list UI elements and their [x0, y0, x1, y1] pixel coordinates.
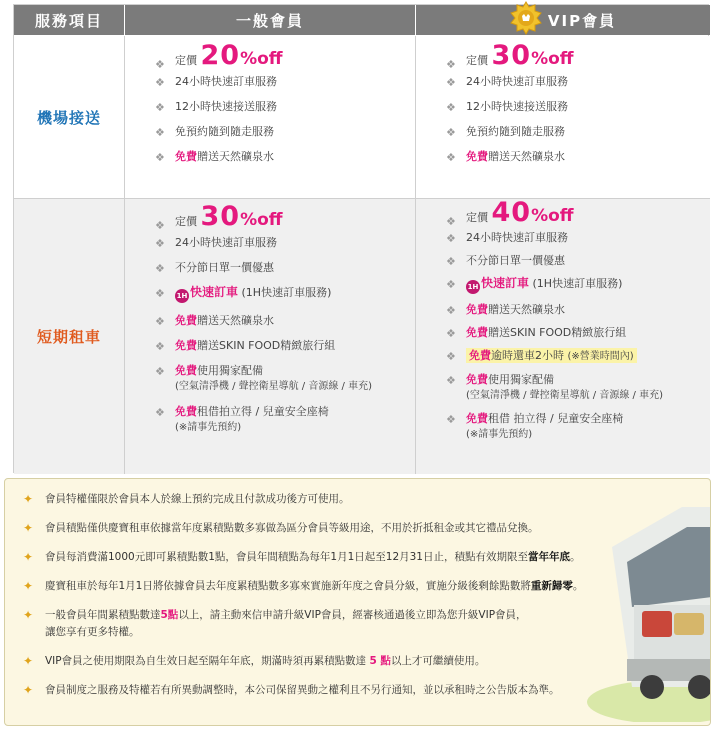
note-item: [21, 491, 701, 508]
diamond-bullet-icon: ❖: [446, 76, 456, 89]
note-text: VIP會員之使用期限為自生效日起至隔年年底，期滿時須再累積點數達: [45, 655, 367, 667]
diamond-bullet-icon: ❖: [155, 101, 165, 114]
note-text: 以上，請主動來信申請升級VIP會員，經審核通過後立即為您升級VIP會員，: [178, 609, 527, 621]
fast-booking-label: 快速訂車: [190, 285, 239, 299]
discount-suffix: %off: [531, 206, 574, 226]
item-text: 12小時快速接送服務: [175, 100, 277, 113]
diamond-bullet-icon: ❖: [155, 365, 165, 378]
rental-vip-cell: [416, 199, 710, 474]
price-prefix: 定價: [175, 215, 197, 228]
diamond-bullet-icon: ❖: [155, 219, 165, 232]
list-item: [147, 338, 372, 353]
note-text: 讓您享有更多特權。: [45, 626, 140, 638]
list-item: [147, 235, 372, 250]
list-item: [438, 372, 663, 403]
star-bullet-icon: ✦: [23, 579, 34, 593]
free-label: 免費: [175, 339, 197, 352]
discount-value: 20: [200, 40, 241, 71]
discount-value: 30: [200, 201, 241, 232]
item-text: 24小時快速訂車服務: [175, 236, 277, 249]
header-service-label: 服務項目: [34, 11, 103, 30]
free-label: 免費: [175, 405, 197, 418]
header-vip-label: VIP會員: [547, 11, 617, 30]
list-item: [438, 99, 574, 114]
list-item: [147, 99, 283, 114]
diamond-bullet-icon: ❖: [446, 278, 456, 291]
list-item: [438, 199, 663, 228]
discount-suffix: %off: [240, 210, 283, 230]
list-item: [438, 348, 663, 364]
fast-booking-icon: 1H: [175, 289, 189, 303]
diamond-bullet-icon: ❖: [155, 76, 165, 89]
list-item: [438, 276, 663, 294]
star-bullet-icon: ✦: [23, 654, 34, 668]
diamond-bullet-icon: ❖: [155, 287, 165, 300]
airport-vip-cell: [416, 36, 710, 198]
free-label: 免費: [175, 150, 197, 163]
note-item: [21, 682, 701, 699]
list-item: [438, 74, 574, 89]
list-item: [147, 201, 372, 232]
diamond-bullet-icon: ❖: [446, 350, 456, 363]
diamond-bullet-icon: ❖: [155, 126, 165, 139]
item-text: 贈送天然礦泉水: [197, 314, 274, 327]
free-label: 免費: [466, 412, 488, 425]
list-item: [438, 149, 574, 164]
list-item: [438, 124, 574, 139]
free-label: 免費: [466, 303, 488, 316]
item-text: (1H快速訂車服務): [532, 277, 623, 290]
free-label: 免費: [466, 326, 488, 339]
item-subtext: (空氣清淨機 / 聲控衛星導航 / 音源線 / 車充): [466, 390, 663, 401]
diamond-bullet-icon: ❖: [155, 237, 165, 250]
fast-booking-label: 快速訂車: [481, 276, 530, 290]
list-item: [147, 313, 372, 328]
row-label-rental: 短期租車: [14, 199, 124, 474]
item-text: 不分節日單一價優惠: [175, 261, 274, 274]
list-item: [147, 260, 372, 275]
membership-notes: [4, 478, 711, 726]
diamond-bullet-icon: ❖: [446, 151, 456, 164]
note-text: 會員特權僅限於會員本人於線上預約完成且付款成功後方可使用。: [45, 493, 350, 505]
list-item: [147, 285, 372, 303]
star-bullet-icon: ✦: [23, 521, 34, 535]
diamond-bullet-icon: ❖: [155, 340, 165, 353]
item-text: 逾時還車2小時: [491, 349, 564, 362]
list-item: [438, 325, 663, 340]
star-bullet-icon: ✦: [23, 608, 34, 622]
item-text: 贈送天然礦泉水: [488, 303, 565, 316]
note-highlight: 5 點: [369, 655, 391, 667]
fast-booking-icon: 1H: [466, 280, 480, 294]
diamond-bullet-icon: ❖: [446, 215, 456, 228]
list-item: [438, 411, 663, 442]
item-text: 使用獨家配備: [488, 373, 554, 386]
note-item: [21, 607, 701, 641]
diamond-bullet-icon: ❖: [155, 406, 165, 419]
item-text: 不分節日單一價優惠: [466, 254, 565, 267]
item-text: 租借拍立得 / 兒童安全座椅: [197, 405, 329, 418]
list-item: [438, 302, 663, 317]
item-text: 贈送SKIN FOOD精緻旅行組: [197, 339, 336, 352]
header-general: [125, 5, 415, 35]
row-label-airport: 機場接送: [14, 36, 124, 198]
discount-value: 30: [491, 40, 532, 71]
note-item: [21, 578, 701, 595]
note-emphasis: 重新歸零: [530, 580, 573, 592]
price-prefix: 定價: [466, 54, 488, 67]
diamond-bullet-icon: ❖: [155, 58, 165, 71]
free-label: 免費: [466, 373, 488, 386]
item-note: (※營業時間內): [567, 351, 634, 362]
item-text: 24小時快速訂車服務: [175, 75, 277, 88]
note-text: 。: [569, 551, 581, 563]
price-prefix: 定價: [466, 211, 488, 224]
header-general-label: 一般會員: [235, 11, 304, 30]
note-text: 。: [572, 580, 584, 592]
header-service: [14, 5, 124, 35]
gold-medal-icon: [510, 1, 542, 33]
list-item: [147, 124, 283, 139]
item-text: 免預約隨到隨走服務: [175, 125, 274, 138]
note-item: [21, 549, 701, 566]
free-label: 免費: [175, 364, 197, 377]
item-text: 12小時快速接送服務: [466, 100, 568, 113]
highlight-late-return: [466, 348, 637, 363]
item-text: 免預約隨到隨走服務: [466, 125, 565, 138]
item-text: 贈送天然礦泉水: [488, 150, 565, 163]
list-item: [438, 253, 663, 268]
star-bullet-icon: ✦: [23, 683, 34, 697]
airport-general-cell: [125, 36, 415, 198]
free-label: 免費: [469, 349, 491, 362]
list-item: [438, 230, 663, 245]
membership-table: [13, 4, 709, 473]
diamond-bullet-icon: ❖: [446, 126, 456, 139]
note-highlight: 5點: [160, 609, 179, 621]
item-subtext: (※請事先預約): [175, 422, 242, 433]
item-text: 24小時快速訂車服務: [466, 75, 568, 88]
list-item: [147, 74, 283, 89]
diamond-bullet-icon: ❖: [446, 327, 456, 340]
price-prefix: 定價: [175, 54, 197, 67]
diamond-bullet-icon: ❖: [446, 374, 456, 387]
list-item: [147, 40, 283, 71]
rental-general-cell: [125, 199, 415, 474]
note-text: 會員每消費滿1000元即可累積點數1點，會員年間積點為每年1月1日起至12月31日止，積點有效期限至: [45, 551, 528, 563]
diamond-bullet-icon: ❖: [446, 304, 456, 317]
star-bullet-icon: ✦: [23, 492, 34, 506]
item-text: 租借 拍立得 / 兒童安全座椅: [488, 412, 624, 425]
header-vip: [416, 5, 710, 35]
item-text: 使用獨家配備: [197, 364, 263, 377]
note-text: 一般會員年間累積點數達: [45, 609, 161, 621]
note-item: [21, 653, 701, 670]
item-subtext: (空氣清淨機 / 聲控衛星導航 / 音源線 / 車充): [175, 381, 372, 392]
list-item: [438, 40, 574, 71]
diamond-bullet-icon: ❖: [155, 262, 165, 275]
diamond-bullet-icon: ❖: [155, 315, 165, 328]
note-text: 會員制度之服務及特權若有所異動調整時，本公司保留異動之權利且不另行通知，並以承租時之公告版本為準。: [45, 684, 560, 696]
note-text: 會員積點僅供慶寶租車依據當年度累積點數多寡做為區分會員等級用途，不用於折抵租金或其它禮品兌換。: [45, 522, 539, 534]
discount-suffix: %off: [531, 49, 574, 69]
item-text: 24小時快速訂車服務: [466, 231, 568, 244]
item-text: 贈送天然礦泉水: [197, 150, 274, 163]
free-label: 免費: [175, 314, 197, 327]
note-item: [21, 520, 701, 537]
diamond-bullet-icon: ❖: [446, 58, 456, 71]
diamond-bullet-icon: ❖: [446, 255, 456, 268]
free-label: 免費: [466, 150, 488, 163]
note-emphasis: 當年年底: [527, 551, 570, 563]
item-text: 贈送SKIN FOOD精緻旅行組: [488, 326, 627, 339]
diamond-bullet-icon: ❖: [446, 101, 456, 114]
item-subtext: (※請事先預約): [466, 429, 533, 440]
note-text: 以上才可繼續使用。: [390, 655, 486, 667]
diamond-bullet-icon: ❖: [446, 232, 456, 245]
star-bullet-icon: ✦: [23, 550, 34, 564]
note-text: 慶寶租車於每年1月1日將依據會員去年度累積點數多寡來實施新年度之會員分級，實施分級後剩餘點數將: [45, 580, 531, 592]
discount-value: 40: [491, 199, 532, 228]
list-item: [147, 149, 283, 164]
item-text: (1H快速訂車服務): [241, 286, 332, 299]
list-item: [147, 404, 372, 435]
discount-suffix: %off: [240, 49, 283, 69]
diamond-bullet-icon: ❖: [446, 413, 456, 426]
list-item: [147, 363, 372, 394]
diamond-bullet-icon: ❖: [155, 151, 165, 164]
